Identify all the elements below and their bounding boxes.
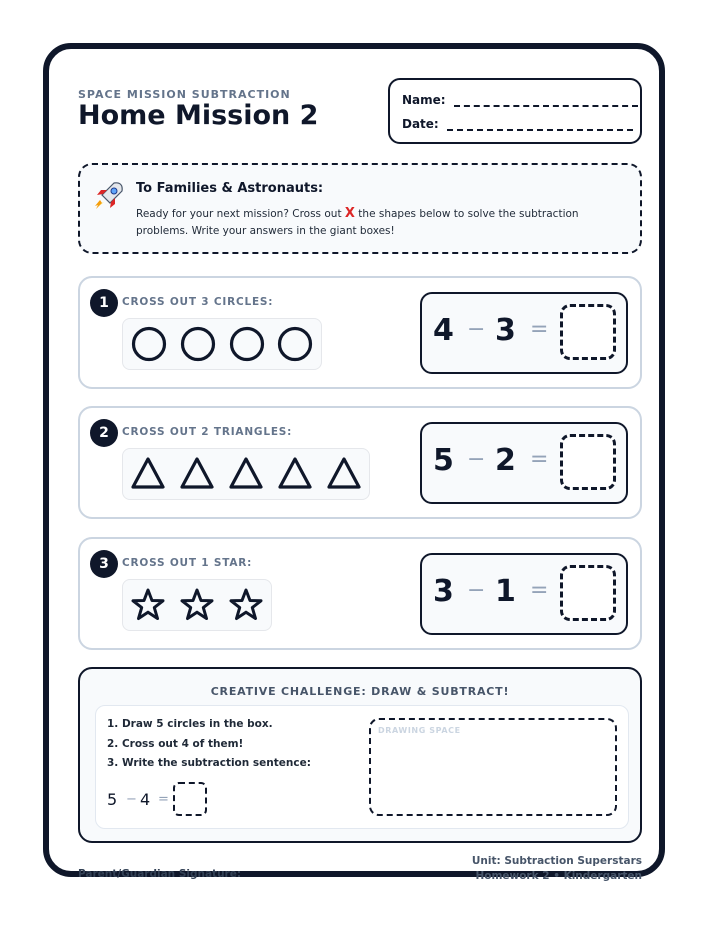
- minuend: 5: [433, 443, 454, 478]
- footer-homework: Homework 2 • Kindergarten: [475, 870, 642, 882]
- star-icon[interactable]: [129, 580, 167, 630]
- circle-icon[interactable]: [130, 319, 168, 369]
- problem-3: [78, 537, 642, 650]
- minus-sign: −: [467, 447, 486, 472]
- problem-2: [78, 406, 642, 519]
- name-line[interactable]: [454, 95, 638, 107]
- problem-1: [78, 276, 642, 389]
- name-date-box: [388, 78, 642, 144]
- subtrahend: 1: [495, 574, 516, 609]
- equation-box: [420, 553, 628, 635]
- answer-box[interactable]: [560, 434, 616, 490]
- challenge-step-2: 2. Cross out 4 of them!: [107, 738, 244, 750]
- circle-icon[interactable]: [276, 319, 314, 369]
- equals-sign: =: [530, 317, 549, 342]
- triangle-icon[interactable]: [276, 449, 314, 499]
- date-row: [402, 117, 633, 131]
- minuend: 3: [433, 574, 454, 609]
- mini-minuend: 5: [107, 790, 118, 809]
- date-label: Date:: [402, 117, 439, 131]
- notice-body-text-2: the shapes below to solve the subtraction problems. Write your answers in the giant boxes!: [136, 208, 579, 237]
- mini-answer-box[interactable]: [173, 782, 207, 816]
- date-line[interactable]: [447, 119, 633, 131]
- equation-box: [420, 292, 628, 374]
- name-label: Name:: [402, 93, 446, 107]
- equals-sign: =: [530, 447, 549, 472]
- shape-tray: [122, 579, 272, 631]
- triangle-icon[interactable]: [227, 449, 265, 499]
- name-row: [402, 93, 638, 107]
- mini-minus-sign: −: [126, 792, 137, 807]
- star-icon[interactable]: [227, 580, 265, 630]
- equals-sign: =: [530, 578, 549, 603]
- mini-equals-sign: =: [158, 792, 169, 807]
- equation-box: [420, 422, 628, 504]
- drawing-space[interactable]: [369, 718, 617, 816]
- problem-instruction: CROSS OUT 1 STAR:: [122, 557, 253, 569]
- problem-instruction: CROSS OUT 3 CIRCLES:: [122, 296, 274, 308]
- creative-challenge: [78, 667, 642, 843]
- challenge-panel: [95, 705, 629, 829]
- answer-box[interactable]: [560, 304, 616, 360]
- circle-icon[interactable]: [228, 319, 266, 369]
- rocket-icon: [92, 179, 126, 213]
- problem-number-badge: 3: [90, 550, 118, 578]
- answer-box[interactable]: [560, 565, 616, 621]
- challenge-step-3: 3. Write the subtraction sentence:: [107, 757, 311, 769]
- minus-sign: −: [467, 317, 486, 342]
- signature-label: Parent/Guardian Signature:: [78, 868, 242, 880]
- minus-sign: −: [467, 578, 486, 603]
- notice-body: [136, 205, 632, 240]
- triangle-icon[interactable]: [325, 449, 363, 499]
- drawing-space-label: DRAWING SPACE: [378, 726, 461, 735]
- subtrahend: 3: [495, 313, 516, 348]
- problem-number-badge: 1: [90, 289, 118, 317]
- problem-instruction: CROSS OUT 2 TRIANGLES:: [122, 426, 293, 438]
- page-title: Home Mission 2: [78, 100, 319, 131]
- shape-tray: [122, 318, 322, 370]
- circle-icon[interactable]: [179, 319, 217, 369]
- minuend: 4: [433, 313, 454, 348]
- subtrahend: 2: [495, 443, 516, 478]
- family-notice: [78, 163, 642, 254]
- problem-number-badge: 2: [90, 419, 118, 447]
- challenge-step-1: 1. Draw 5 circles in the box.: [107, 718, 273, 730]
- triangle-icon[interactable]: [129, 449, 167, 499]
- red-x-mark: X: [344, 206, 355, 221]
- triangle-icon[interactable]: [178, 449, 216, 499]
- challenge-title: CREATIVE CHALLENGE: DRAW & SUBTRACT!: [210, 685, 510, 698]
- notice-title: To Families & Astronauts:: [136, 181, 324, 196]
- shape-tray: [122, 448, 370, 500]
- footer-unit: Unit: Subtraction Superstars: [471, 855, 642, 867]
- notice-body-text-1: Ready for your next mission? Cross out: [136, 208, 342, 220]
- star-icon[interactable]: [178, 580, 216, 630]
- mini-subtrahend: 4: [140, 790, 151, 809]
- worksheet-subtitle: SPACE MISSION SUBTRACTION: [78, 88, 291, 101]
